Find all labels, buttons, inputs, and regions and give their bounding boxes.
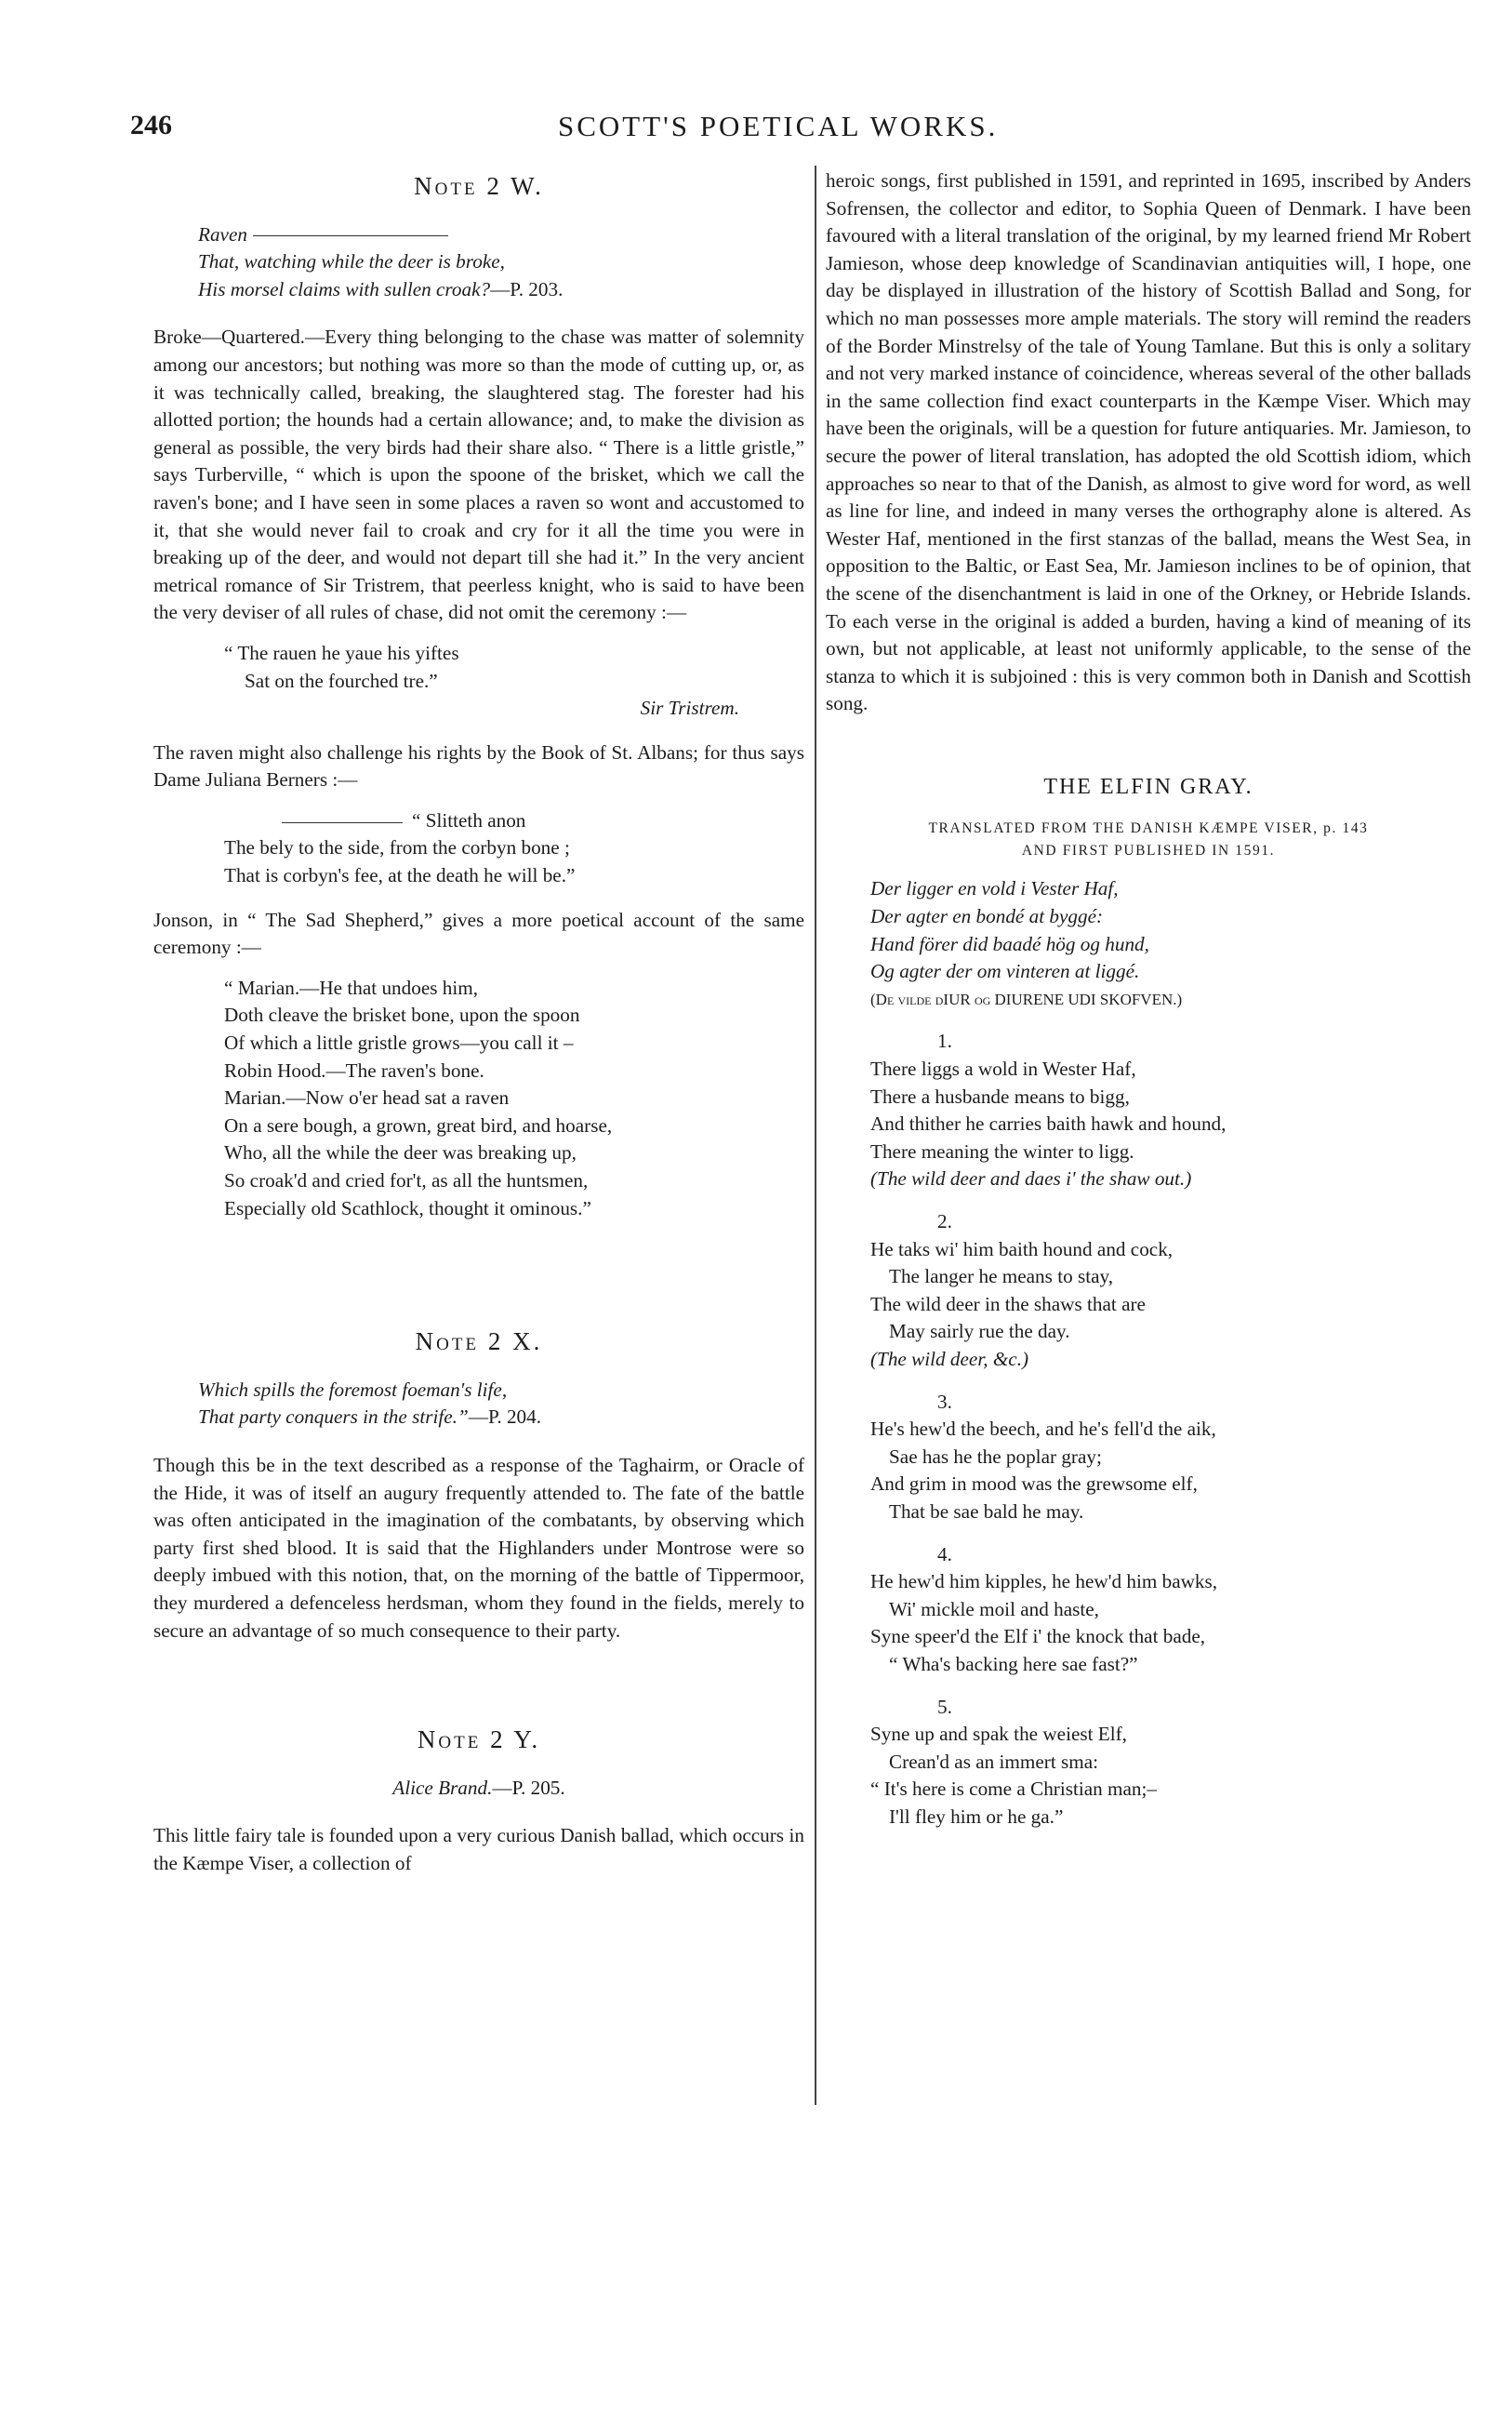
note-2y-ref: Alice Brand.—P. 205. — [392, 1776, 565, 1799]
stanza-1: 1. There liggs a wold in Wester Haf, There a husbande means to bigg, And thither he carries baith hawk and hound, There meaning the winter to ligg. (The wild deer and daes i' the shaw out.) — [870, 1030, 1227, 1191]
left-column — [153, 167, 804, 1889]
running-title: SCOTT'S POETICAL WORKS. — [558, 110, 999, 142]
note-2y-paragraph-continued: heroic songs, first published in 1591, and reprinted in 1695, inscribed by Anders Sofrensen, the collector and editor, to Sophia Queen of Denmark. I have been favoured with a literal translation of the original, by my learned friend Mr Robert Jamieson, whose deep knowledge of Scandinavian antiquities will, I hope, one day be displayed in illustration of the history of Scottish Ballad and Song, for which no man possesses more ample materials. The story will remind the readers of the Border Minstrelsy of the tale of Young Tamlane. But this is only a solitary and not very marked instance of coincidence, whereas several of the other ballads in the same collection find exact counterparts in the Kæmpe Viser. Which may have been the originals, will be a question for future antiquaries. Mr. Jamieson, to secure the power of literal translation, has adopted the old Scottish idiom, which approaches so near to that of the Danish, as almost to give word for word, as well as line for line, and indeed in many verses the orthography alone is altered. As Wester Haf, mentioned in the first stanzas of the ballad, means the West Sea, in opposition to the Baltic, or East Sea, Mr. Jamieson inclines to be of opinion, that the scene of the disenchantment is laid in one of the Orkney, or Hebride Islands. To each verse in the original is added a burden, having a kind of meaning of its own, but not applicable, at least not uniformly applicable, to the sense of the stanza to which it is subjoined : this is very common both in Danish and Scottish song. — [826, 169, 1471, 715]
sir-tristrem-quote: “ The rauen he yaue his yiftes Sat on the fourched tre.” Sir Tristrem. — [153, 640, 804, 723]
stanza-3: 3. He's hew'd the beech, and he's fell'd the aik, Sae has he the poplar gray; And grim in mood was the grewsome elf, That be sae bald he may. — [870, 1390, 1216, 1523]
note-2w-paragraph-3: Jonson, in “ The Sad Shepherd,” gives a more poetical account of the same ceremony :— — [153, 908, 804, 959]
note-2w-paragraph-2: The raven might also challenge his rights by the Book of St. Albans; for thus says Dame Juliana Berners :— — [153, 740, 804, 792]
column-divider — [815, 166, 816, 2105]
note-2y-title: Note 2 Y. — [417, 1725, 541, 1754]
danish-original-stanza: Der ligger en vold i Vester Haf, Der agter en bondé at byggé: Hand förer did baadé hög og hund, Og agter der om vinteren at liggé. (De vilde dIUR og DIURENE UDI SKOFVEN.) — [870, 877, 1183, 1008]
sir-tristrem-source: Sir Tristrem. — [640, 697, 739, 720]
note-2x-ref-line1: Which spills the foremost foeman's life, — [198, 1378, 508, 1401]
sad-shepherd-quote: “ Marian.—He that undoes him, Doth cleave the brisket bone, upon the spoon Of which a little gristle grows—you call it – Robin Hood.—The raven's bone. Marian.—Now o'er head sat a raven On a sere bough, a grown, great bird, and hoarse, Who, all the while the deer was breaking up, So croak'd and cried for't, as all the huntsmen, Especially old Scathlock, thought it ominous.” — [224, 976, 613, 1219]
book-of-st-albans-quote: “ Slitteth anon The bely to the side, from the corbyn bone ; That is corbyn's fee, at the death he will be.” — [224, 808, 576, 887]
note-2w-title: Note 2 W. — [414, 172, 544, 200]
right-column — [826, 167, 1471, 1845]
elfin-gray-title: THE ELFIN GRAY. — [1043, 774, 1253, 799]
stanza-4: 4. He hew'd him kipples, he hew'd him bawks, Wi' mickle moil and haste, Syne speer'd the Elf i' the knock that bade, “ Wha's backing here sae fast?” — [870, 1542, 1218, 1675]
elfin-gray-subtitle: TRANSLATED FROM THE DANISH KÆMPE VISER, p. 143 AND FIRST PUBLISHED IN 1591. — [928, 820, 1369, 859]
note-2x-paragraph: Though this be in the text described as a response of the Taghairm, or Oracle of the Hide, it was of itself an augury frequently attended to. The fate of the battle was often anticipated in the imagination of the combatants, by observing which party first shed blood. It is said that the Highlanders under Montrose were so deeply imbued with this notion, that, on the morning of the battle of Tippermoor, they murdered a defenceless herdsman, whom they found in the fields, merely to secure an advantage of so much consequence to their party. — [153, 1453, 804, 1642]
note-2y-paragraph-start: This little fairy tale is founded upon a very curious Danish ballad, which occurs in the Kæmpe Viser, a collection of — [153, 1824, 804, 1874]
note-2w-ref-line2: That, watching while the deer is broke, — [198, 250, 505, 273]
note-2x-ref-line2: That party conquers in the strife.”—P. 204. — [198, 1405, 542, 1429]
note-2w-ref-line1: Raven — [153, 221, 804, 249]
stanza-5: 5. Syne up and spak the weiest Elf, Crean'd as an immert sma: “ It's here is come a Christian man;– I'll fley him or he ga.” — [870, 1695, 1158, 1828]
note-2w-ref-line3: His morsel claims with sullen croak?—P. 203. — [198, 277, 564, 300]
stanza-2: 2. He taks wi' him baith hound and cock, The langer he means to stay, The wild deer in the shaws that are May sairly rue the day. (The wild deer, &c.) — [870, 1210, 1174, 1370]
page-number: 246 — [130, 110, 172, 140]
note-2x-title: Note 2 X. — [415, 1327, 543, 1356]
note-2w-paragraph-1: Broke—Quartered.—Every thing belonging to the chase was matter of solemnity among our ancestors; but nothing was more so than the mode of cutting up, or, as it was technically called, breaking, the slaughtered stag. The forester had his allotted portion; the hounds had a certain allowance; and, to make the division as general as possible, the very birds had their share also. “ There is a little gristle,” says Turberville, “ which is upon the spoone of the brisket, which we call the raven's bone; and I have seen in some places a raven so wont and accustomed to it, that she would never fail to croak and cry for it all the time you were in breaking up of the deer, and would not depart till she had it.” In the very ancient metrical romance of Sir Tristrem, that peerless knight, who is said to have been the very deviser of all rules of chase, did not omit the ceremony :— — [153, 326, 804, 624]
page-header — [0, 110, 1512, 156]
